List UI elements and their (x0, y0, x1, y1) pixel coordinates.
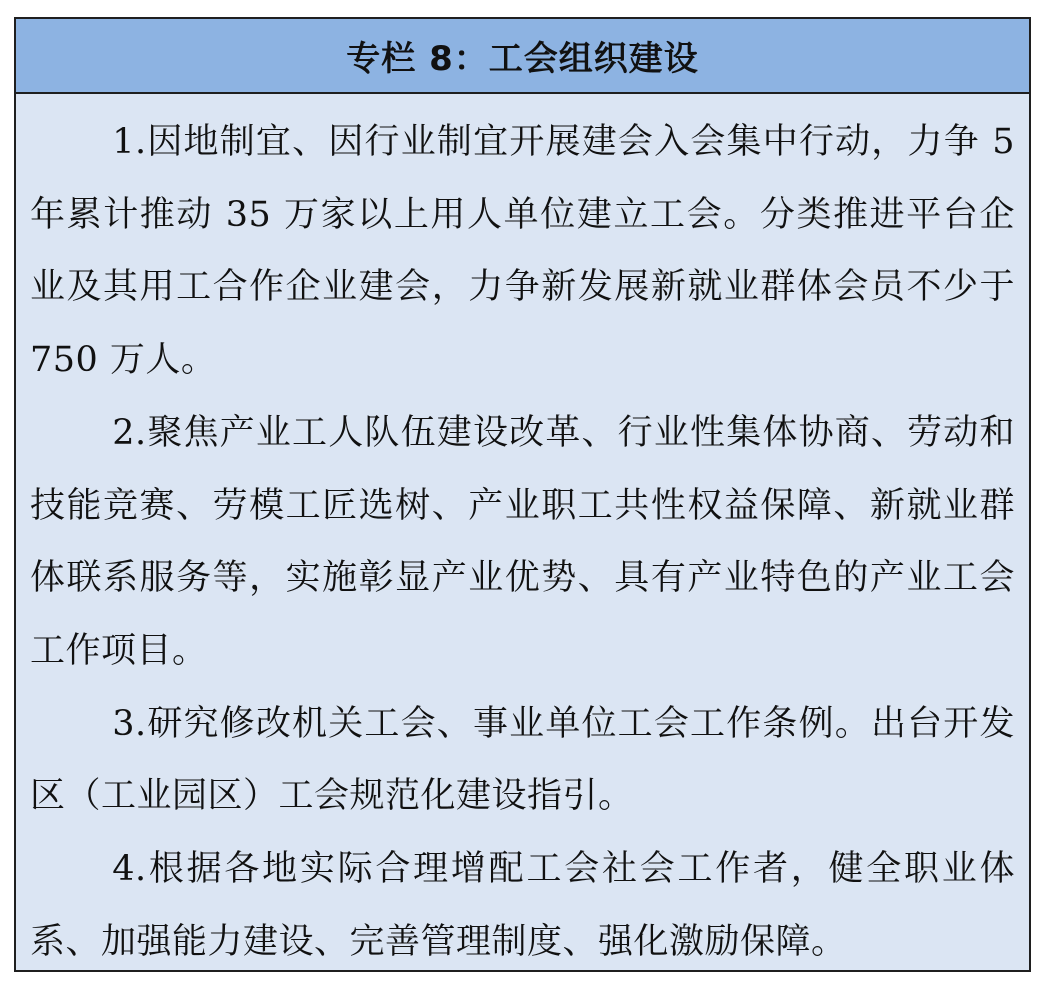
paragraph-4: 4.根据各地实际合理增配工会社会工作者，健全职业体系、加强能力建设、完善管理制度、强化激励保障。 (30, 849, 1015, 962)
column-header (16, 19, 1029, 94)
column-title: 专栏 8：工会组织建设 (346, 39, 699, 79)
column-body (16, 106, 1029, 978)
paragraph-1: 1.因地制宜、因行业制宜开展建会入会集中行动，力争 5 年累计推动 35 万家以上用人单位建立工会。分类推进平台企业及其用工合作企业建会，力争新发展新就业群体会员不少于 750 万人。 (30, 122, 1015, 381)
column-box (14, 17, 1031, 972)
paragraph-2: 2.聚焦产业工人队伍建设改革、行业性集体协商、劳动和技能竞赛、劳模工匠选树、产业职工共性权益保障、新就业群体联系服务等，实施彰显产业优势、具有产业特色的产业工会工作项目。 (30, 412, 1015, 671)
paragraph-3: 3.研究修改机关工会、事业单位工会工作条例。出台开发区（工业园区）工会规范化建设指引。 (30, 703, 1015, 817)
